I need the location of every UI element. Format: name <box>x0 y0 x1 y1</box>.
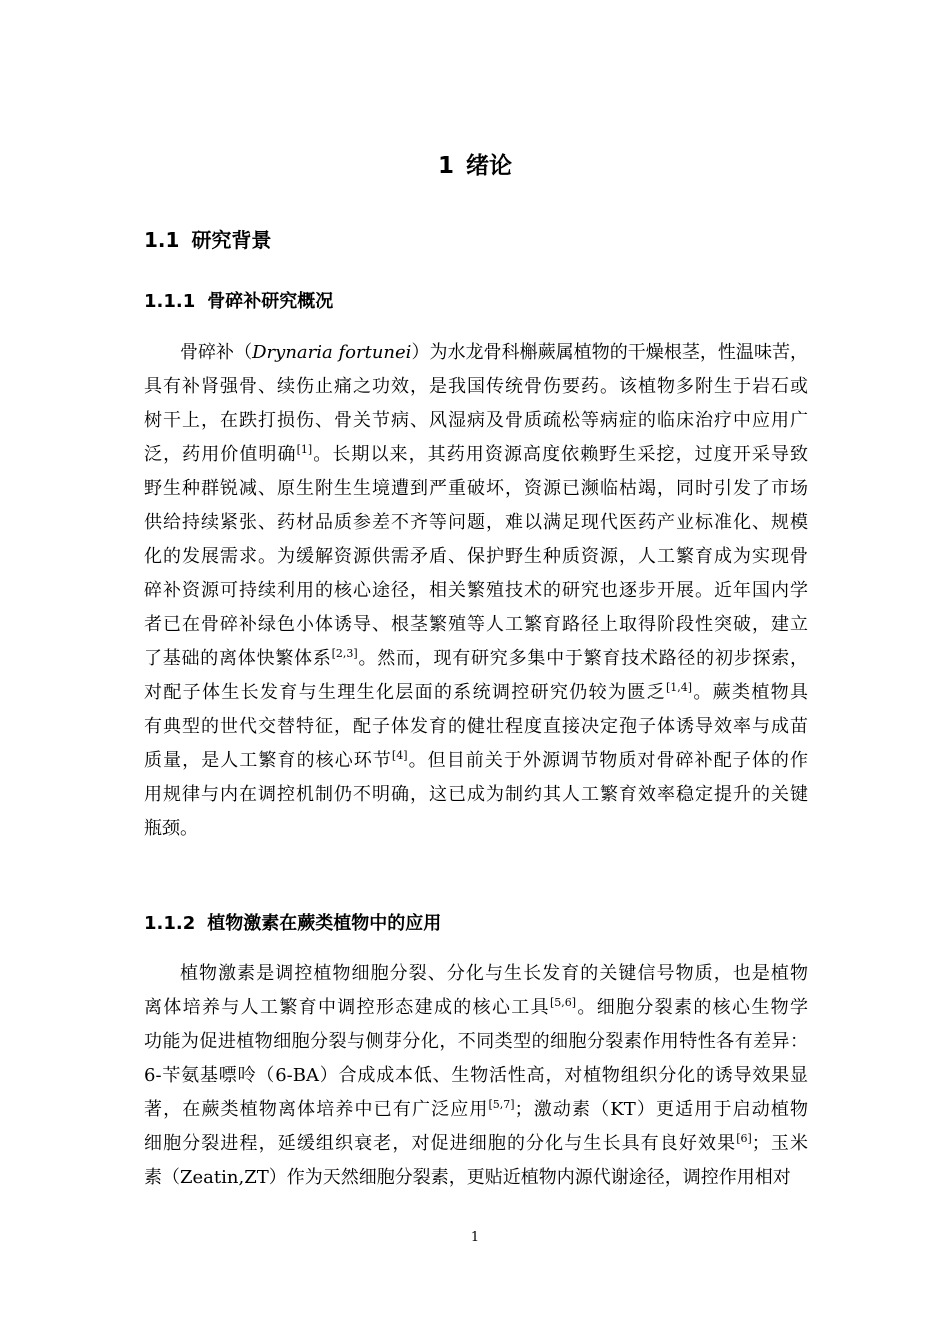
subsection-heading-1 <box>144 287 333 317</box>
text-run: ）为水龙骨科槲蕨属植物的干燥根茎，性温味苦， <box>411 342 808 363</box>
citation-ref: [2,3] <box>331 647 358 660</box>
text-line <box>144 1059 808 1093</box>
text-line <box>144 438 808 472</box>
text-line <box>144 710 808 744</box>
text-line <box>144 574 808 608</box>
text-line <box>144 991 808 1025</box>
text-run: 离体培养与人工繁育中调控形态建成的核心工具 <box>144 997 550 1018</box>
text-run: ；激动素（KT）更适用于启动植物 <box>514 1099 808 1120</box>
text-run: 植物激素是调控植物细胞分裂、分化与生长发育的关键信号物质，也是植物 <box>180 963 808 984</box>
paragraph-plant-hormones <box>144 957 808 1195</box>
text-run: 用规律与内在调控机制仍不明确，这已成为制约其人工繁育效率稳定提升的关键 <box>144 784 808 805</box>
chapter-title-text: 绪论 <box>466 153 512 179</box>
text-line <box>144 1025 808 1059</box>
text-run: 。但目前关于外源调节物质对骨碎补配子体的作 <box>407 750 808 771</box>
citation-ref: [4] <box>391 749 408 762</box>
text-run: 。蕨类植物具 <box>692 682 808 703</box>
text-run: 功能为促进植物细胞分裂与侧芽分化，不同类型的细胞分裂素作用特性各有差异： <box>144 1031 808 1052</box>
subsection-heading-2 <box>144 909 441 939</box>
latin-name: Drynaria fortunei <box>252 342 412 363</box>
text-run: 质量，是人工繁育的核心环节 <box>144 750 392 771</box>
paragraph-drynaria-overview <box>144 336 808 846</box>
citation-ref: [1,4] <box>665 681 693 694</box>
text-run: 供给持续紧张、药材品质参差不齐等问题，难以满足现代医药产业标准化、规模 <box>144 512 808 533</box>
text-run: 骨碎补（ <box>180 342 253 363</box>
text-run: 细胞分裂进程，延缓组织衰老，对促进细胞的分化与生长具有良好效果 <box>144 1133 737 1154</box>
subsection-title: 植物激素在蕨类植物中的应用 <box>207 913 442 934</box>
text-run: 瓶颈。 <box>144 818 198 839</box>
text-line <box>144 404 808 438</box>
text-line <box>144 744 808 778</box>
text-line <box>144 676 808 710</box>
section-number: 1.1 <box>144 228 180 252</box>
text-run: 树干上，在跌打损伤、骨关节病、风湿病及骨质疏松等病症的临床治疗中应用广 <box>144 410 808 431</box>
text-run: 。然而，现有研究多集中于繁育技术路径的初步探索， <box>357 648 808 669</box>
text-run: 具有补肾强骨、续伤止痛之功效，是我国传统骨伤要药。该植物多附生于岩石或 <box>144 376 808 397</box>
text-run: 对配子体生长发育与生理生化层面的系统调控研究仍较为匮乏 <box>144 682 666 703</box>
text-run: 。细胞分裂素的核心生物学 <box>576 997 808 1018</box>
chapter-title <box>0 146 950 186</box>
text-run: 碎补资源可持续利用的核心途径，相关繁殖技术的研究也逐步开展。近年国内学 <box>144 580 808 601</box>
subsection-title: 骨碎补研究概况 <box>207 291 334 312</box>
text-line <box>144 1127 808 1161</box>
text-run: 者已在骨碎补绿色小体诱导、根茎繁殖等人工繁育路径上取得阶段性突破，建立 <box>144 614 808 635</box>
text-run: 有典型的世代交替特征，配子体发育的健壮程度直接决定孢子体诱导效率与成苗 <box>144 716 808 737</box>
chapter-number: 1 <box>437 153 454 179</box>
text-run: 化的发展需求。为缓解资源供需矛盾、保护野生种质资源，人工繁育成为实现骨 <box>144 546 808 567</box>
section-heading <box>144 223 271 257</box>
text-run: 了基础的离体快繁体系 <box>144 648 332 669</box>
text-run: 泛，药用价值明确 <box>144 444 297 465</box>
text-run: 6-苄氨基嘌呤（6-BA）合成成本低、生物活性高，对植物组织分化的诱导效果显 <box>144 1065 808 1086</box>
citation-ref: [5,7] <box>488 1098 515 1111</box>
section-title: 研究背景 <box>191 228 272 252</box>
text-line <box>144 1093 808 1127</box>
text-run: 。长期以来，其药用资源高度依赖野生采挖，过度开采导致 <box>312 444 808 465</box>
citation-ref: [5,6] <box>549 996 577 1009</box>
text-line <box>144 370 808 404</box>
subsection-number: 1.1.1 <box>144 291 196 312</box>
text-line <box>144 506 808 540</box>
text-line <box>144 540 808 574</box>
text-run: 野生种群锐减、原生附生生境遭到严重破坏，资源已濒临枯竭，同时引发了市场 <box>144 478 808 499</box>
text-line <box>144 608 808 642</box>
text-line <box>144 778 808 812</box>
citation-ref: [1] <box>296 443 313 456</box>
citation-ref: [6] <box>736 1132 752 1145</box>
subsection-number: 1.1.2 <box>144 913 196 934</box>
text-line <box>144 336 808 370</box>
text-line <box>144 1161 808 1195</box>
text-run: ；玉米 <box>751 1133 808 1154</box>
text-line <box>144 642 808 676</box>
text-line <box>144 472 808 506</box>
text-run: 素（Zeatin,ZT）作为天然细胞分裂素，更贴近植物内源代谢途径，调控作用相对 <box>144 1167 791 1188</box>
text-run: 著，在蕨类植物离体培养中已有广泛应用 <box>144 1099 489 1120</box>
text-line <box>144 957 808 991</box>
text-line <box>144 812 808 846</box>
page-number: 1 <box>470 1230 480 1245</box>
